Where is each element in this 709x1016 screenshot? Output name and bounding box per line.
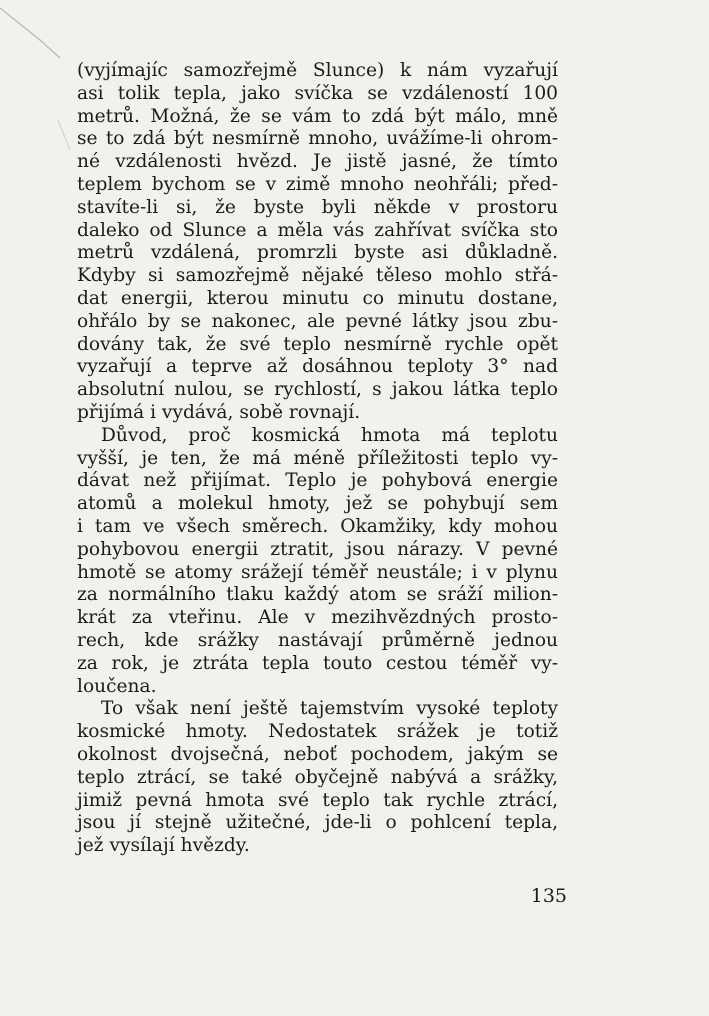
paragraph-2 [77, 425, 558, 699]
text-line: dovány tak, že své teplo nesmírně rychle opět [77, 333, 558, 355]
text-line: se to zdá být nesmírně mnoho, uvážíme-li ohrom- [77, 128, 558, 150]
text-line: loučena. [77, 675, 157, 697]
text-line: absolutní nulou, se rychlostí, s jakou látka teplo [77, 379, 558, 401]
text-line: i tam ve všech směrech. Okamžiky, kdy mohou [77, 515, 558, 537]
crease-line [0, 8, 60, 58]
text-line: asi tolik tepla, jako svíčka se vzdáleností 100 [77, 82, 558, 104]
paragraph-3 [77, 698, 558, 858]
text-line: pohybovou energii ztratit, jsou nárazy. V pevné [77, 538, 558, 560]
text-line: teplem bychom se v zimě mnoho neohřáli; před- [77, 173, 558, 195]
text-line: daleko od Slunce a měla vás zahřívat svíčka sto [77, 219, 558, 241]
text-line: hmotě se atomy srážejí téměř neustále; i v plynu [77, 561, 558, 583]
text-line: To však není ještě tajemstvím vysoké teploty [101, 698, 558, 720]
body-text [77, 60, 558, 858]
text-line: dat energii, kterou minutu co minutu dostane, [77, 287, 558, 309]
text-line: teplo ztrácí, se také obyčejně nabývá a srážky, [77, 766, 558, 788]
text-line: rech, kde srážky nastávají průměrně jednou [77, 629, 558, 651]
text-line: vyzařují a teprve až dosáhnou teploty 3° nad [77, 356, 558, 378]
text-line: metrů. Možná, že se vám to zdá být málo, mně [77, 105, 558, 127]
text-line: jimiž pevná hmota své teplo tak rychle ztrácí, [77, 789, 558, 811]
text-line: kosmické hmoty. Nedostatek srážek je totiž [77, 721, 558, 743]
text-line: ohřálo by se nakonec, ale pevné látky jsou zbu- [77, 310, 558, 332]
text-line: Důvod, proč kosmická hmota má teplotu [101, 424, 558, 446]
text-line: né vzdálenosti hvězd. Je jistě jasné, že tímto [77, 151, 558, 173]
text-line: jsou jí stejně užitečné, jde-li o pohlcení tepla, [77, 812, 558, 834]
crease-line-lower [58, 120, 70, 150]
text-line: metrů vzdálená, promrzli byste asi důkladně. [77, 242, 558, 264]
text-line: atomů a molekul hmoty, jež se pohybují sem [77, 493, 558, 515]
text-line: stavíte-li si, že byste byli někde v prostoru [77, 196, 558, 218]
page-number: 135 [530, 885, 567, 907]
text-line: dávat než přijímat. Teplo je pohybová energie [77, 470, 558, 492]
text-line: jež vysílají hvězdy. [77, 835, 250, 857]
text-line: za rok, je ztráta tepla touto cestou téměř vy- [77, 652, 558, 674]
text-line: za normálního tlaku každý atom se sráží milion- [77, 584, 558, 606]
text-line: Kdyby si samozřejmě nějaké těleso mohlo střá- [77, 265, 558, 287]
text-line: krát za vteřinu. Ale v mezihvězdných prosto- [77, 607, 558, 629]
text-line: vyšší, je ten, že má méně příležitosti teplo vy- [77, 447, 558, 469]
text-line: okolnost dvojsečná, neboť pochodem, jakým se [77, 743, 558, 765]
text-line: přijímá i vydává, sobě rovnají. [77, 401, 361, 423]
paragraph-1 [77, 60, 558, 425]
text-line: (vyjímajíc samozřejmě Slunce) k nám vyzařují [77, 60, 558, 81]
